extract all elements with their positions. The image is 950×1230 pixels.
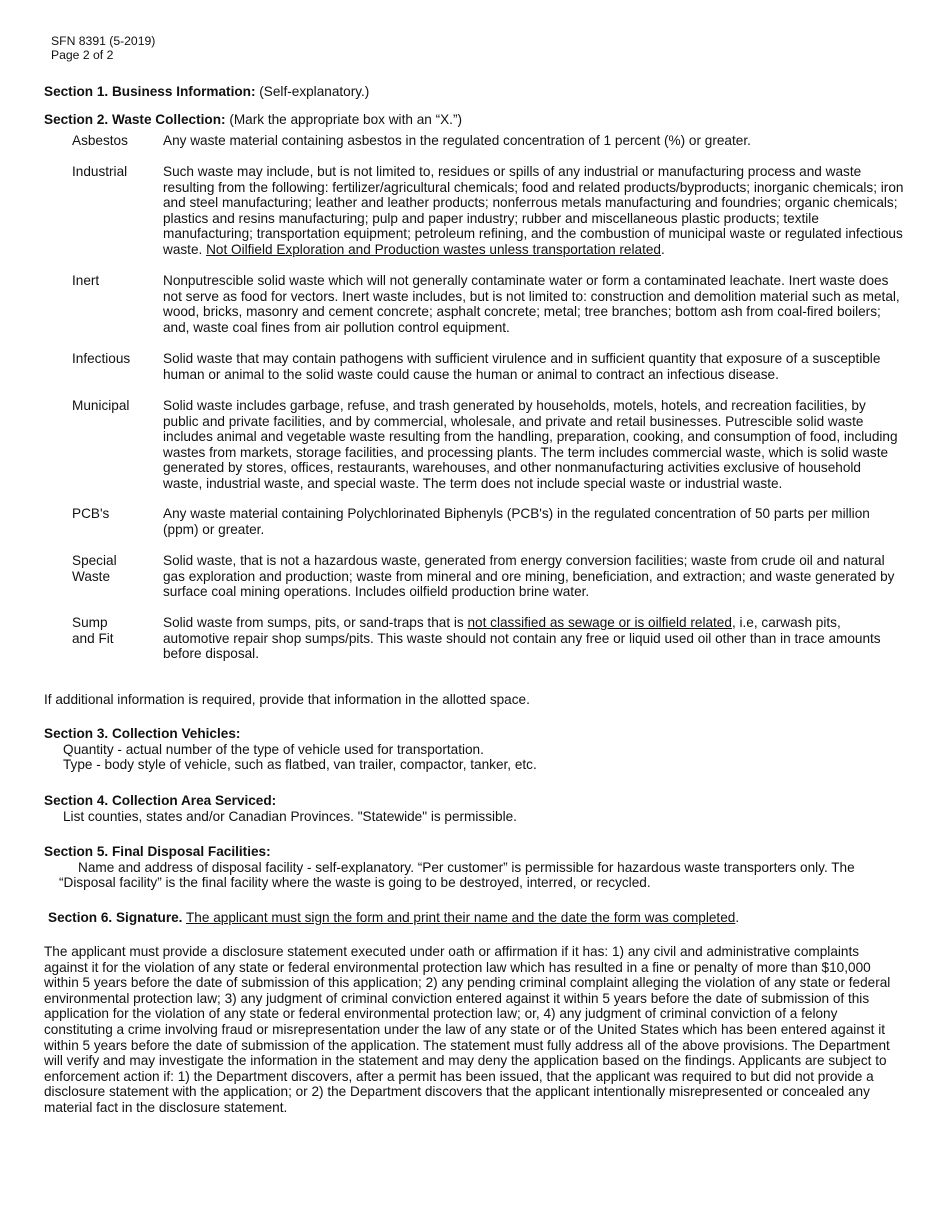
definition-body: Such waste may include, but is not limited to, residues or spills of any industrial or manufacturing process and waste resulting from the following: fertilizer/agricultural chemicals; food and related products/byproducts; inorganic chemicals; iron and steel manufacturing; leather and leather products; nonferrous metals manufacturing and foundries; organic chemicals; plastics and resins manufacturing; pulp and paper industry; rubber and miscellaneous plastic products; textile manufacturing; transportation equipment; petroleum refining, and the combustion of municipal waste or regulated infectious waste. xyxy=(163,164,904,257)
section-6-instruction: The applicant must sign the form and print their name and the date the form was completed xyxy=(186,910,736,925)
definition-body: Solid waste from sumps, pits, or sand-traps that is xyxy=(163,615,468,630)
definition-underlined-note: Not Oilfield Exploration and Production wastes unless transportation related xyxy=(206,241,661,257)
definition-text xyxy=(163,164,904,258)
definition-term: Industrial xyxy=(72,164,128,179)
definition-term-line: Sump xyxy=(72,615,108,630)
section-2-heading xyxy=(44,112,902,128)
definition-text: Solid waste, that is not a hazardous waste, generated from energy conversion facilities; waste from crude oil and natural gas exploration and production; waste from mineral and ore mining, beneficiation, and extraction; and waste generated by surface coal mining operations. Includes oilfield production brine water. xyxy=(163,553,895,600)
section-5 xyxy=(44,844,902,891)
section-1-note: (Self-explanatory.) xyxy=(259,84,370,99)
definition-text xyxy=(163,615,904,662)
section-3-line: Type - body style of vehicle, such as flatbed, van trailer, compactor, tanker, etc. xyxy=(63,757,537,773)
definition-term-line: and Fit xyxy=(72,630,114,646)
definition-text: Nonputrescible solid waste which will not generally contaminate water or form a contaminated leachate. Inert waste does not serve as food for vectors. Inert waste includes, but is not limited to: construction and demolition material such as metal, wood, bricks, masonry and cement concrete; asphalt concrete; metal; tree branches; bottom ash from coal-fired boilers; and, waste coal fines from air pollution control equipment. xyxy=(163,273,900,335)
definition-term-line: Special xyxy=(72,553,117,568)
definition-text: Any waste material containing asbestos in the regulated concentration of 1 percent (%) or greater. xyxy=(163,133,751,148)
section-6-punctuation: . xyxy=(735,910,740,925)
section-4-line: List counties, states and/or Canadian Provinces. "Statewide" is permissible. xyxy=(63,808,517,824)
section-6-heading xyxy=(48,910,902,926)
page-number: Page 2 of 2 xyxy=(51,47,114,62)
definition-body-continued: , i.e, carwash pits, automotive repair shop sumps/pits. This waste should not contain any free or liquid used oil other than in trace amounts before disposal. xyxy=(163,615,881,662)
section-4 xyxy=(44,793,902,824)
section-6-title: Section 6. Signature. xyxy=(48,910,183,925)
section-3-line: Quantity - actual number of the type of vehicle used for transportation. xyxy=(63,741,484,757)
form-header xyxy=(51,35,155,62)
definition-punctuation: . xyxy=(660,241,665,257)
additional-info-note: If additional information is required, provide that information in the allotted space. xyxy=(44,692,530,707)
definition-text: Solid waste includes garbage, refuse, and trash generated by households, motels, hotels, and recreation facilities, by public and private facilities, and by commercial, wholesale, and private and retail businesses. Putrescible solid waste includes animal and vegetable waste resulting from the handling, preparation, cooking, and consumption of food, including wastes from markets, storage facilities, and processing plants. The term includes commercial waste, which is solid waste generated by stores, offices, restaurants, warehouses, and other nonmanufacturing activities exclusive of household waste, industrial waste, and special waste. The term does not include special waste or industrial waste. xyxy=(163,398,898,491)
definition-term: Municipal xyxy=(72,398,130,413)
section-1-title: Section 1. Business Information: xyxy=(44,84,256,99)
section-2-title: Section 2. Waste Collection: xyxy=(44,112,226,127)
definition-term: Infectious xyxy=(72,351,131,366)
section-2-note: (Mark the appropriate box with an “X.”) xyxy=(229,112,463,127)
section-3-title: Section 3. Collection Vehicles: xyxy=(44,726,241,741)
definition-term-line: Waste xyxy=(72,568,111,584)
definition-term xyxy=(72,615,162,646)
section-1-heading xyxy=(44,84,902,100)
definition-term: PCB's xyxy=(72,506,110,521)
section-4-title: Section 4. Collection Area Serviced: xyxy=(44,793,277,808)
definition-underlined-note: not classified as sewage or is oilfield related xyxy=(467,615,732,630)
definition-term: Inert xyxy=(72,273,100,288)
disclosure-statement: The applicant must provide a disclosure statement executed under oath or affirmation if it has: 1) any civil and administrative complaints against it for the violation of any state or federal environmental protection law which has resulted in a fine or penalty of more than $10,000 within 5 years before the date of submission of this application; 2) any pending criminal complaint alleging the violation of any state or federal environmental protection law; 3) any judgment of criminal conviction entered against it within 5 years before the date of submission of this application for the violation of any state or federal environmental protection law; or, 4) any judgment of criminal conviction of a felony constituting a crime involving fraud or misrepresentation under the law of any state or of the United States which has been entered against it within 5 years before the date of submission of the application. The statement must fully address all of the above provisions. The Department will verify and may investigate the information in the statement and may deny the application based on the findings. Applicants are subject to enforcement action if: 1) the Department discovers, after a permit has been issued, that the applicant was required to but did not provide a disclosure statement with the application; or 2) the Department discovers that the applicant intentionally misrepresented or concealed any material fact in the disclosure statement. xyxy=(44,944,891,1115)
definition-term xyxy=(72,553,162,584)
section-3 xyxy=(44,726,902,773)
definition-text: Any waste material containing Polychlorinated Biphenyls (PCB's) in the regulated concentration of 50 parts per million (ppm) or greater. xyxy=(163,506,870,537)
definition-text: Solid waste that may contain pathogens with sufficient virulence and in sufficient quantity that exposure of a susceptible human or animal to the solid waste could cause the human or animal to contract an infectious disease. xyxy=(163,351,881,382)
section-5-text: Name and address of disposal facility - self-explanatory. “Per customer” is permissible for hazardous waste transporters only. The “Disposal facility” is the final facility where the waste is going to be destroyed, interred, or recycled. xyxy=(59,859,855,891)
section-5-title: Section 5. Final Disposal Facilities: xyxy=(44,844,271,859)
form-id: SFN 8391 (5-2019) xyxy=(51,34,156,48)
definition-term: Asbestos xyxy=(72,133,128,148)
